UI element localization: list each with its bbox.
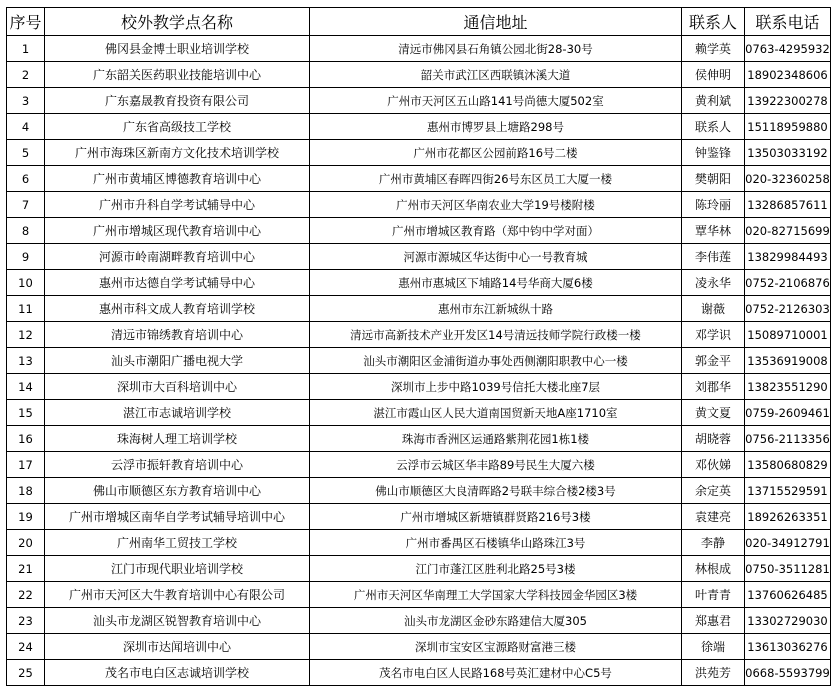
cell-seq: 11 [7,296,45,322]
cell-phone: 0668-5593799 [745,660,831,686]
cell-address: 汕头市潮阳区金浦街道办事处西侧潮阳职教中心一楼 [310,348,682,374]
cell-address: 深圳市上步中路1039号信托大楼北座7层 [310,374,682,400]
cell-address: 广州市天河区华南农业大学19号楼附楼 [310,192,682,218]
cell-seq: 15 [7,400,45,426]
cell-name: 广州市天河区大牛教育培训中心有限公司 [45,582,310,608]
cell-address: 韶关市武江区西联镇沐溪大道 [310,62,682,88]
table-row [7,374,831,400]
cell-seq: 6 [7,166,45,192]
cell-seq: 24 [7,634,45,660]
cell-contact: 郑惠君 [682,608,745,634]
cell-seq: 23 [7,608,45,634]
cell-name: 佛冈县金博士职业培训学校 [45,36,310,62]
cell-phone: 15089710001 [745,322,831,348]
cell-name: 广州市黄埔区博德教育培训中心 [45,166,310,192]
table-row [7,244,831,270]
cell-contact: 钟鉴锋 [682,140,745,166]
table-row [7,426,831,452]
cell-phone: 0763-4295932 [745,36,831,62]
header-seq: 序号 [7,8,45,36]
cell-name: 广州市升科自学考试辅导中心 [45,192,310,218]
cell-contact: 赖学英 [682,36,745,62]
header-row [7,8,831,36]
table-row [7,530,831,556]
cell-phone: 13286857611 [745,192,831,218]
table-row [7,166,831,192]
table-row [7,62,831,88]
cell-name: 深圳市大百科培训中心 [45,374,310,400]
cell-phone: 13302729030 [745,608,831,634]
cell-address: 江门市蓬江区胜利北路25号3楼 [310,556,682,582]
cell-address: 广州市增城区新塘镇群贤路216号3楼 [310,504,682,530]
cell-name: 云浮市振轩教育培训中心 [45,452,310,478]
cell-contact: 洪苑芳 [682,660,745,686]
cell-contact: 林根成 [682,556,745,582]
table-row [7,218,831,244]
table-row [7,348,831,374]
cell-phone: 0756-2113356 [745,426,831,452]
cell-phone: 0750-3511281 [745,556,831,582]
table-row [7,582,831,608]
cell-contact: 刘郡华 [682,374,745,400]
cell-phone: 13503033192 [745,140,831,166]
table-row [7,88,831,114]
table-row [7,556,831,582]
cell-seq: 20 [7,530,45,556]
cell-seq: 10 [7,270,45,296]
cell-address: 广州市天河区五山路141号尚德大厦502室 [310,88,682,114]
cell-phone: 13613036276 [745,634,831,660]
cell-seq: 4 [7,114,45,140]
cell-contact: 叶青青 [682,582,745,608]
cell-contact: 联系人 [682,114,745,140]
cell-contact: 谢薇 [682,296,745,322]
header-phone: 联系电话 [745,8,831,36]
cell-name: 广州市增城区南华自学考试辅导培训中心 [45,504,310,530]
cell-seq: 12 [7,322,45,348]
cell-address: 珠海市香洲区运通路紫荆花园1栋1楼 [310,426,682,452]
cell-phone: 13760626485 [745,582,831,608]
cell-address: 惠州市惠城区下埔路14号华商大厦6楼 [310,270,682,296]
cell-contact: 陈玲丽 [682,192,745,218]
cell-address: 湛江市霞山区人民大道南国贸新天地A座1710室 [310,400,682,426]
cell-seq: 22 [7,582,45,608]
cell-contact: 邓伙娣 [682,452,745,478]
cell-contact: 李静 [682,530,745,556]
cell-phone: 15118959880 [745,114,831,140]
cell-contact: 凌永华 [682,270,745,296]
cell-seq: 25 [7,660,45,686]
cell-address: 茂名市电白区人民路168号英汇建材中心C5号 [310,660,682,686]
cell-name: 广州市增城区现代教育培训中心 [45,218,310,244]
table-row [7,322,831,348]
cell-address: 惠州市东江新城纵十路 [310,296,682,322]
cell-address: 佛山市顺德区大良清晖路2号联丰综合楼2楼3号 [310,478,682,504]
cell-contact: 李伟莲 [682,244,745,270]
cell-seq: 5 [7,140,45,166]
cell-phone: 020-82715699 [745,218,831,244]
cell-name: 珠海树人理工培训学校 [45,426,310,452]
cell-seq: 8 [7,218,45,244]
table-row [7,400,831,426]
cell-name: 深圳市达闻培训中心 [45,634,310,660]
cell-name: 广东韶关医药职业技能培训中心 [45,62,310,88]
cell-name: 惠州市达德自学考试辅导中心 [45,270,310,296]
cell-phone: 13715529591 [745,478,831,504]
cell-contact: 樊朝阳 [682,166,745,192]
header-address: 通信地址 [310,8,682,36]
cell-contact: 余定英 [682,478,745,504]
cell-contact: 袁建亮 [682,504,745,530]
cell-name: 汕头市龙湖区锐智教育培训中心 [45,608,310,634]
cell-seq: 2 [7,62,45,88]
cell-seq: 18 [7,478,45,504]
cell-address: 河源市源城区华达街中心一号教育城 [310,244,682,270]
cell-contact: 邓学识 [682,322,745,348]
cell-contact: 覃华林 [682,218,745,244]
cell-contact: 胡晓蓉 [682,426,745,452]
cell-seq: 7 [7,192,45,218]
cell-address: 深圳市宝安区宝源路财富港三楼 [310,634,682,660]
cell-name: 广东嘉晟教育投资有限公司 [45,88,310,114]
cell-phone: 13580680829 [745,452,831,478]
cell-seq: 3 [7,88,45,114]
cell-contact: 黄文夏 [682,400,745,426]
cell-phone: 18902348606 [745,62,831,88]
cell-address: 汕头市龙湖区金砂东路建信大厦305 [310,608,682,634]
cell-name: 茂名市电白区志诚培训学校 [45,660,310,686]
table-row [7,660,831,686]
cell-contact: 侯伸明 [682,62,745,88]
cell-phone: 0759-2609461 [745,400,831,426]
cell-contact: 黄利斌 [682,88,745,114]
cell-seq: 14 [7,374,45,400]
cell-seq: 1 [7,36,45,62]
cell-name: 广东省高级技工学校 [45,114,310,140]
cell-name: 江门市现代职业培训学校 [45,556,310,582]
table-row [7,36,831,62]
cell-phone: 020-32360258 [745,166,831,192]
cell-address: 广州市花都区公园前路16号二楼 [310,140,682,166]
cell-phone: 0752-2106876 [745,270,831,296]
cell-contact: 徐端 [682,634,745,660]
cell-address: 清远市高新技术产业开发区14号清远技师学院行政楼一楼 [310,322,682,348]
cell-phone: 0752-2126303 [745,296,831,322]
header-contact: 联系人 [682,8,745,36]
cell-seq: 16 [7,426,45,452]
cell-phone: 13829984493 [745,244,831,270]
cell-phone: 13922300278 [745,88,831,114]
cell-name: 河源市岭南湖畔教育培训中心 [45,244,310,270]
cell-phone: 020-34912791 [745,530,831,556]
table-row [7,114,831,140]
table-row [7,296,831,322]
cell-phone: 13823551290 [745,374,831,400]
header-name: 校外教学点名称 [45,8,310,36]
cell-phone: 13536919008 [745,348,831,374]
teaching-sites-table [6,7,831,686]
table-row [7,140,831,166]
table-row [7,270,831,296]
table-row [7,634,831,660]
cell-name: 汕头市潮阳广播电视大学 [45,348,310,374]
cell-address: 广州市黄埔区春晖四街26号东区员工大厦一楼 [310,166,682,192]
table-row [7,452,831,478]
cell-address: 广州市天河区华南理工大学国家大学科技园金华园区3楼 [310,582,682,608]
table-row [7,608,831,634]
cell-name: 佛山市顺德区东方教育培训中心 [45,478,310,504]
cell-address: 清远市佛冈县石角镇公园北街28-30号 [310,36,682,62]
cell-contact: 郭金平 [682,348,745,374]
cell-name: 清远市锦绣教育培训中心 [45,322,310,348]
table-row [7,192,831,218]
cell-seq: 21 [7,556,45,582]
cell-address: 云浮市云城区华丰路89号民生大厦六楼 [310,452,682,478]
cell-address: 广州市增城区教育路（郑中钧中学对面） [310,218,682,244]
cell-seq: 17 [7,452,45,478]
cell-name: 广州市海珠区新南方文化技术培训学校 [45,140,310,166]
cell-seq: 9 [7,244,45,270]
cell-address: 广州市番禺区石楼镇华山路珠江3号 [310,530,682,556]
table-row [7,504,831,530]
cell-name: 惠州市科文成人教育培训学校 [45,296,310,322]
table-row [7,478,831,504]
cell-phone: 18926263351 [745,504,831,530]
cell-address: 惠州市博罗县上塘路298号 [310,114,682,140]
cell-name: 广州南华工贸技工学校 [45,530,310,556]
table-body [7,36,831,686]
cell-name: 湛江市志诚培训学校 [45,400,310,426]
cell-seq: 13 [7,348,45,374]
cell-seq: 19 [7,504,45,530]
